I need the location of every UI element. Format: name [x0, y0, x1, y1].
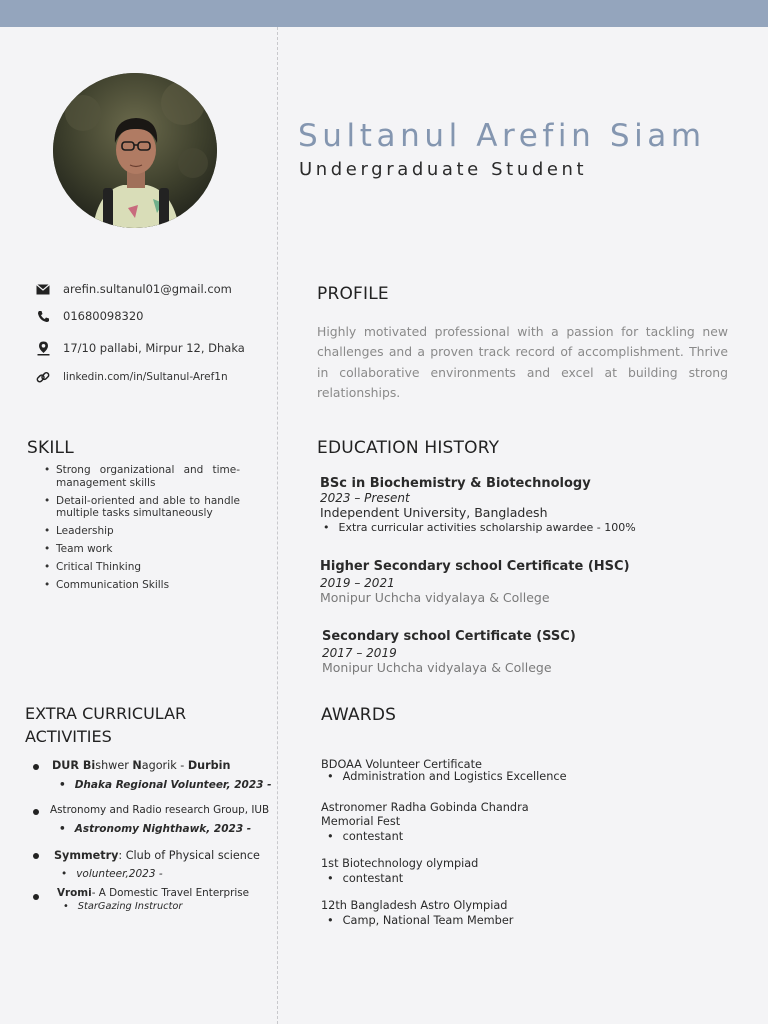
extra-activity-role: • Dhaka Regional Volunteer, 2023 -: [59, 779, 271, 791]
skill-item: • Leadership: [44, 525, 240, 538]
skill-item: • Detail-oriented and able to handle multiple tasks simultaneously: [44, 495, 240, 520]
extra-activity-org: [57, 887, 249, 899]
award-detail: • contestant: [327, 872, 403, 885]
skill-item: • Strong organizational and time-management skills: [44, 464, 240, 489]
extra-bullet-dot: [33, 853, 39, 859]
location-pin-icon: [36, 341, 50, 355]
award-title: 12th Bangladesh Astro Olympiad: [321, 899, 508, 912]
extra-activity-org: [50, 804, 269, 816]
extra-activity-org: [52, 759, 230, 772]
profile-photo: [53, 73, 217, 228]
award-title: BDOAA Volunteer Certificate: [321, 758, 482, 771]
contact-phone[interactable]: [36, 309, 143, 323]
profile-heading: PROFILE: [317, 284, 389, 304]
education-degree-title: Secondary school Certificate (SSC): [322, 629, 576, 644]
link-icon: [36, 370, 50, 384]
extra-activity-text-part: agorik -: [141, 759, 188, 772]
extra-activity-text-part: Vromi: [57, 887, 92, 899]
skill-item: • Team work: [44, 543, 240, 556]
award-detail: • contestant: [327, 830, 403, 843]
education-degree-title: Higher Secondary school Certificate (HSC): [320, 559, 630, 574]
extra-bullet-dot: [33, 809, 39, 815]
extra-bullet-dot: [33, 764, 39, 770]
linkedin-link[interactable]: linkedin.com/in/Sultanul-Aref1n: [63, 371, 228, 383]
skill-heading: SKILL: [27, 438, 74, 458]
extra-activity-text-part: - A Domestic Travel Enterprise: [91, 887, 250, 899]
award-detail: • Camp, National Team Member: [327, 914, 513, 927]
extra-activity-text-part: shwer: [95, 759, 133, 772]
extra-activity-role: • volunteer,2023 -: [61, 868, 163, 880]
contact-linkedin[interactable]: [36, 370, 228, 384]
award-title: 1st Biotechnology olympiad: [321, 857, 479, 870]
email-text: arefin.sultanul01@gmail.com: [63, 282, 232, 296]
extra-activity-text-part: N: [132, 759, 142, 772]
address-text: 17/10 pallabi, Mirpur 12, Dhaka: [63, 341, 245, 355]
envelope-icon: [36, 282, 50, 296]
column-divider: [277, 27, 278, 1024]
extra-activity-text-part: Durbin: [187, 759, 231, 772]
education-date: 2019 – 2021: [320, 576, 395, 590]
extra-activity-text-part: Astronomy and Radio research Group, IUB: [50, 804, 270, 816]
education-school: Monipur Uchcha vidyalaya & College: [322, 660, 552, 675]
extra-activity-role: • Astronomy Nighthawk, 2023 -: [59, 823, 251, 835]
top-accent-bar: [0, 0, 768, 27]
extra-activity-role: • StarGazing Instructor: [63, 901, 182, 912]
skill-item: • Critical Thinking: [44, 561, 240, 574]
education-heading: EDUCATION HISTORY: [317, 438, 500, 458]
skill-list: [44, 464, 240, 597]
education-date: 2023 – Present: [320, 491, 410, 505]
award-detail: • Administration and Logistics Excellence: [327, 770, 567, 783]
awards-heading: AWARDS: [321, 705, 397, 725]
award-title: Astronomer Radha Gobinda Chandra Memorial Fest: [321, 801, 529, 828]
extra-activity-text-part: Symmetry: [54, 849, 119, 862]
contact-email[interactable]: [36, 282, 232, 296]
contact-address: [36, 341, 245, 355]
education-bullet: • Extra curricular activities scholarship awardee - 100%: [323, 521, 636, 534]
extra-bullet-dot: [33, 894, 39, 900]
phone-text: 01680098320: [63, 309, 144, 323]
extra-activity-org: [54, 849, 260, 862]
education-degree-title: BSc in Biochemistry & Biotechnology: [320, 476, 591, 491]
profile-summary: Highly motivated professional with a passion for tackling new challenges and a proven track record of accomplishment. Thrive in collaborative environments and excel at building strong relationships.: [317, 324, 728, 400]
extra-curricular-heading: EXTRA CURRICULAR ACTIVITIES: [25, 704, 187, 746]
skill-item: • Communication Skills: [44, 579, 240, 592]
education-date: 2017 – 2019: [322, 646, 397, 660]
phone-icon: [36, 309, 50, 323]
education-school: Independent University, Bangladesh: [320, 505, 548, 520]
candidate-role: Undergraduate Student: [299, 159, 588, 180]
extra-activity-text-part: : Club of Physical science: [118, 849, 260, 862]
education-school: Monipur Uchcha vidyalaya & College: [320, 590, 550, 605]
candidate-name: Sultanul Arefin Siam: [298, 118, 706, 154]
extra-activity-text-part: DUR Bi: [52, 759, 96, 772]
